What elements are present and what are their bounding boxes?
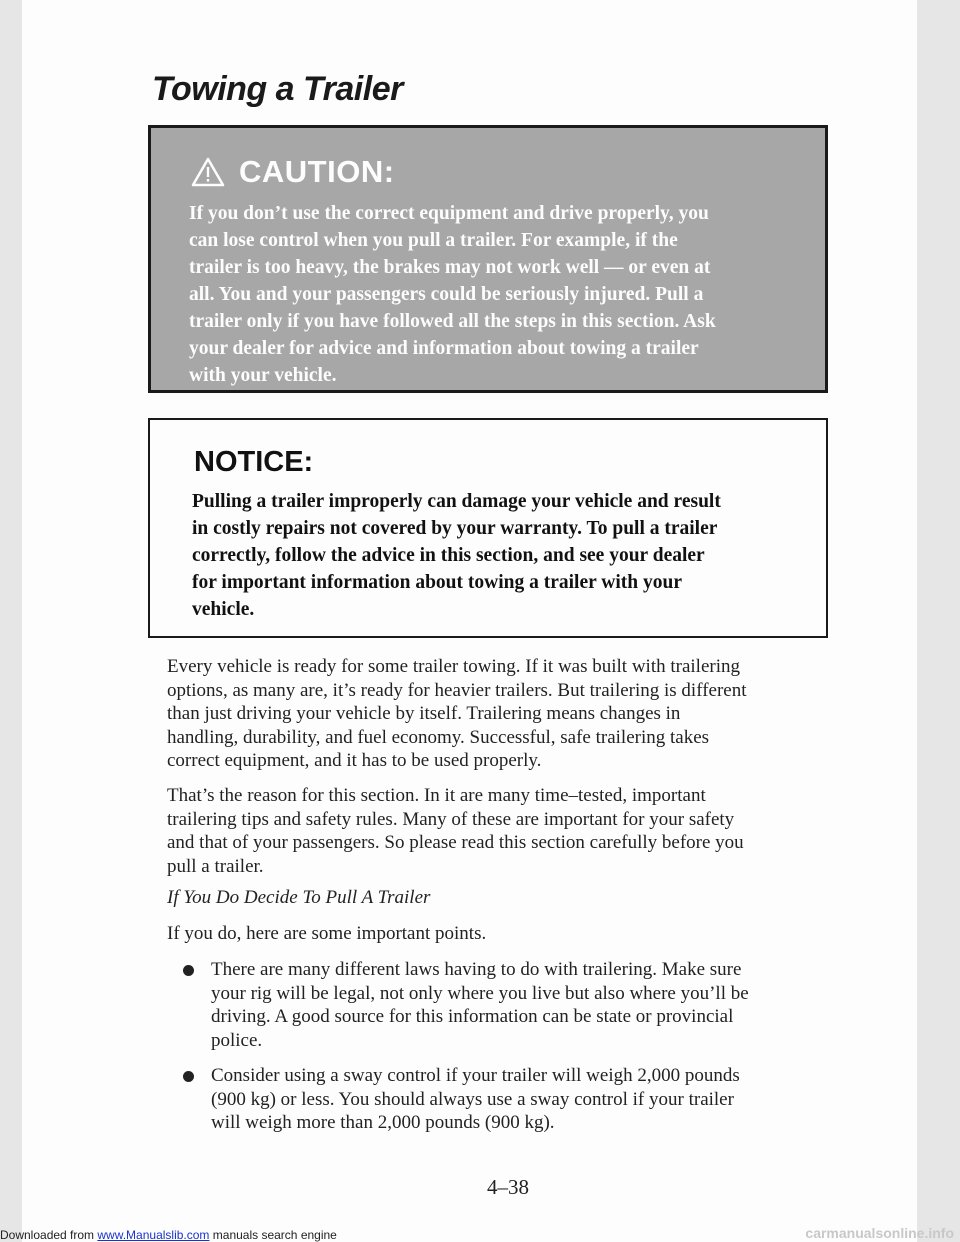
paragraph-line: than just driving your vehicle by itself. Trailering means changes in [167, 703, 681, 724]
download-footer [0, 1228, 337, 1242]
caution-line: with your vehicle. [189, 365, 337, 386]
paragraph-line: pull a trailer. [167, 855, 264, 877]
bullet-line: (900 kg) or less. You should always use a sway control if your trailer [211, 1088, 734, 1110]
manualslib-link[interactable]: www.Manualslib.com [97, 1228, 210, 1242]
notice-line: for important information about towing a trailer with your [192, 572, 683, 593]
footer-prefix: Downloaded from [0, 1228, 98, 1242]
paragraph-line: Every vehicle is ready for some trailer towing. If it was built with trailering [167, 656, 740, 677]
caution-heading: CAUTION: [239, 154, 395, 189]
warning-triangle-icon [191, 157, 225, 187]
notice-line: correctly, follow the advice in this section, and see your dealer [192, 545, 705, 566]
notice-line: in costly repairs not covered by your warranty. To pull a trailer [192, 518, 718, 539]
caution-text [189, 200, 801, 389]
bullet-line: your rig will be legal, not only where you live but also where you’ll be [211, 982, 749, 1004]
bullet-line: There are many different laws having to do with trailering. Make sure [211, 959, 742, 980]
footer-suffix: manuals search engine [209, 1228, 337, 1242]
notice-box [148, 418, 828, 638]
page-title: Towing a Trailer [152, 70, 403, 108]
caution-box [148, 125, 828, 393]
notice-line: vehicle. [192, 599, 255, 620]
paragraph-line: and that of your passengers. So please read this section carefully before you [167, 832, 744, 853]
paragraph-reason [167, 784, 827, 878]
notice-text [192, 488, 812, 623]
bullet-line: police. [211, 1029, 263, 1051]
paragraph-line: That’s the reason for this section. In it are many time–tested, important [167, 785, 706, 806]
list-item [167, 1064, 827, 1135]
caution-line: your dealer for advice and information about towing a trailer [189, 338, 699, 359]
manual-page [22, 0, 917, 1242]
paragraph-line: trailering tips and safety rules. Many of these are important for your safety [167, 808, 735, 830]
caution-line: trailer only if you have followed all the steps in this section. Ask [189, 311, 716, 332]
bullet-icon [183, 965, 194, 976]
bullet-line: driving. A good source for this information can be state or provincial [211, 1006, 734, 1027]
list-item [167, 958, 827, 1052]
paragraph-points: If you do, here are some important points. [167, 923, 487, 944]
bullet-line: Consider using a sway control if your trailer will weigh 2,000 pounds [211, 1065, 740, 1086]
bullet-list [167, 958, 827, 1147]
caution-line: all. You and your passengers could be seriously injured. Pull a [189, 284, 704, 305]
caution-header [191, 154, 395, 190]
caution-line: trailer is too heavy, the brakes may not work well — or even at [189, 257, 711, 278]
notice-line: Pulling a trailer improperly can damage your vehicle and result [192, 491, 721, 512]
paragraph-line: options, as many are, it’s ready for heavier trailers. But trailering is different [167, 679, 747, 701]
paragraph-intro [167, 655, 827, 773]
caution-line: can lose control when you pull a trailer. For example, if the [189, 230, 678, 251]
page-number: 4–38 [487, 1175, 529, 1199]
section-subheading: If You Do Decide To Pull A Trailer [167, 887, 431, 908]
bullet-line: will weigh more than 2,000 pounds (900 kg). [211, 1112, 555, 1133]
bullet-icon [183, 1071, 194, 1082]
paragraph-line: handling, durability, and fuel economy. Successful, safe trailering takes [167, 726, 710, 748]
site-watermark: carmanualsonline.info [805, 1225, 954, 1241]
notice-heading: NOTICE: [194, 446, 314, 478]
caution-line: If you don’t use the correct equipment and drive properly, you [189, 203, 709, 224]
paragraph-line: correct equipment, and it has to be used properly. [167, 750, 542, 771]
